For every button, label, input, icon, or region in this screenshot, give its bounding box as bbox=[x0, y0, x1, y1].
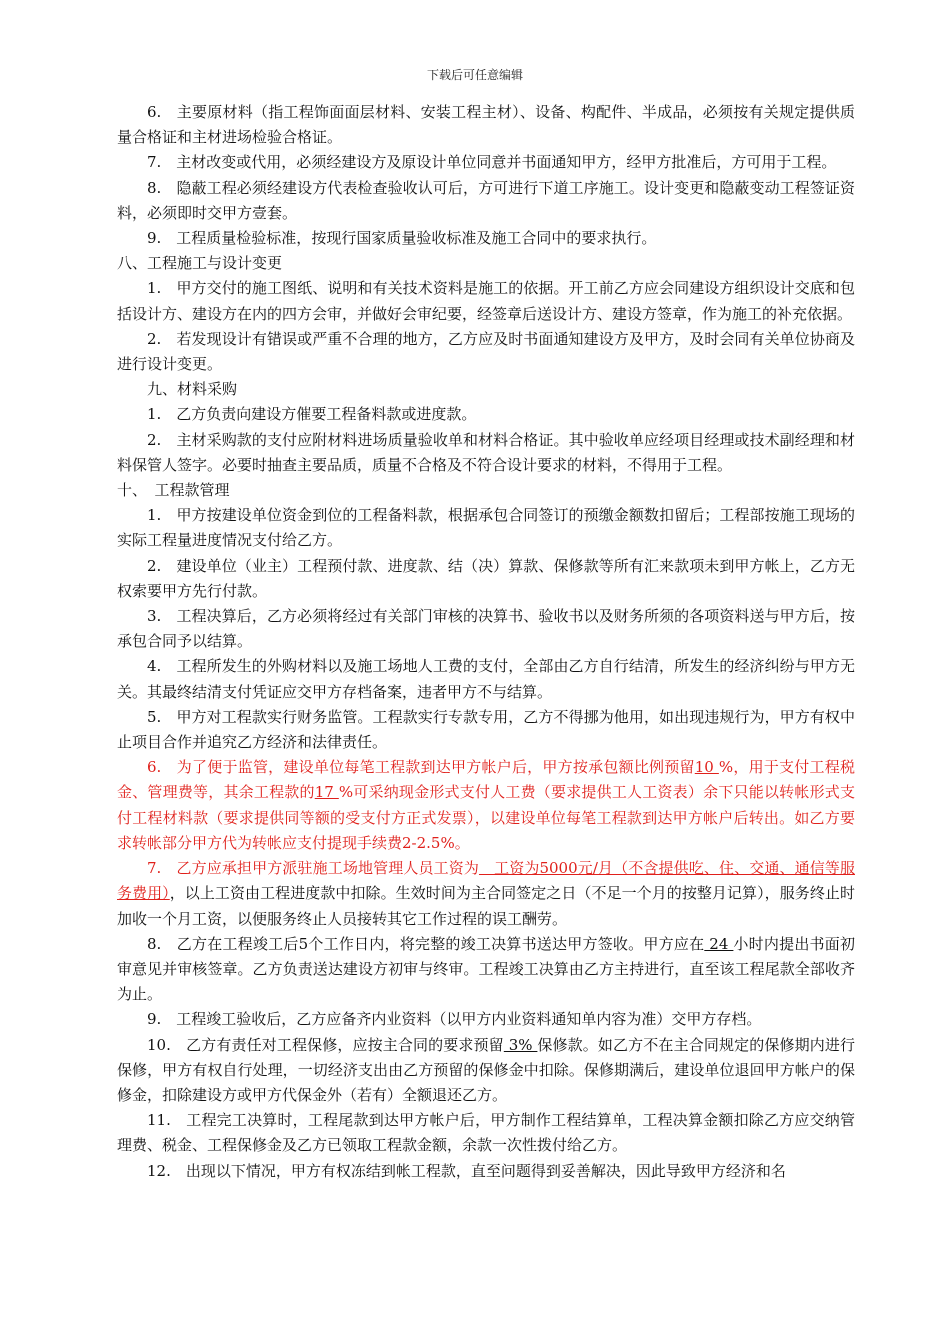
clause-10-6-part-b: %，用于支付工程税金、管理费等，其余工程款的 bbox=[117, 758, 855, 802]
clause-10-7 bbox=[117, 856, 855, 932]
reserve-percent-value: 10 bbox=[694, 758, 719, 777]
clause-10-4: 4. 工程所发生的外购材料以及施工场地人工费的支付，全部由乙方自行结清，所发生的经济纠纷与甲方无关。其最终结清支付凭证应交甲方存档备案，违者甲方不与结算。 bbox=[117, 657, 855, 701]
clause-10-10-part-b: 保修款。如乙方不在主合同规定的保修期内进行保修，甲方有权自行处理，一切经济支出由乙方预留的保修金中扣除。保修期满后，建设单位退回甲方帐户的保修金，扣除建设方或甲方代保金外（若有）全额退还乙方。 bbox=[117, 1035, 855, 1104]
warranty-percent-value: 3% bbox=[503, 1035, 538, 1054]
salary-value: 工资为5000元/月（不含提供吃、住、交通、通信等服务费用） bbox=[117, 859, 855, 903]
clause-10-10 bbox=[117, 1033, 855, 1109]
clause-10-8-part-a: 8. 乙方在工程竣工后5个工作日内，将完整的竣工决算书送达甲方签收。甲方应在 bbox=[147, 934, 705, 953]
cash-percent-value: 17 bbox=[314, 783, 339, 802]
clause-10-8 bbox=[117, 932, 855, 1008]
clause-7-6: 6. 主要原材料（指工程饰面面层材料、安装工程主材）、设备、构配件、半成品，必须按有关规定提供质量合格证和主材进场检验合格证。 bbox=[117, 103, 855, 147]
clause-10-11: 11. 工程完工决算时，工程尾款到达甲方帐户后，甲方制作工程结算单，工程决算金额扣除乙方应交纳管理费、税金、工程保修金及乙方已领取工程款金额，余款一次性拨付给乙方。 bbox=[117, 1111, 855, 1155]
document-body bbox=[117, 100, 855, 1184]
clause-10-3: 3. 工程决算后，乙方必须将经过有关部门审核的决算书、验收书以及财务所须的各项资料送与甲方后，按承包合同予以结算。 bbox=[117, 607, 855, 651]
clause-9-1: 1. 乙方负责向建设方催要工程备料款或进度款。 bbox=[147, 405, 477, 424]
clause-7-7: 7. 主材改变或代用，必须经建设方及原设计单位同意并书面通知甲方，经甲方批准后，方可用于工程。 bbox=[147, 153, 837, 172]
review-hours-value: 24 bbox=[704, 934, 734, 953]
clause-10-6-part-c: %可采纳现金形式支付人工费（要求提供工人工资表）余下只能以转帐形式支付工程材料款（要求提供同等额的受支付方正式发票），以建设单位每笔工程款到达甲方帐户后转出。如乙方要求转帐部分甲方代为转帐应支付提现手续费2-2.5%。 bbox=[117, 783, 855, 852]
clause-7-8: 8. 隐蔽工程必须经建设方代表检查验收认可后，方可进行下道工序施工。设计变更和隐蔽变动工程签证资料，必须即时交甲方壹套。 bbox=[117, 178, 855, 222]
page-header-note: 下载后可任意编辑 bbox=[426, 68, 523, 82]
clause-10-7-part-a: 7. 乙方应承担甲方派驻施工场地管理人员工资为 bbox=[147, 859, 479, 878]
clause-8-2: 2. 若发现设计有错误或严重不合理的地方，乙方应及时书面通知建设方及甲方，及时会同有关单位协商及进行设计变更。 bbox=[117, 329, 855, 374]
section-heading-8: 八、工程施工与设计变更 bbox=[117, 254, 283, 273]
clause-10-7-part-b: ，以上工资由工程进度款中扣除。生效时间为主合同签定之日（不足一个月的按整月记算），服务终止时加收一个月工资，以便服务终止人员接转其它工作过程的误工酬劳。 bbox=[117, 884, 855, 928]
clause-10-5: 5. 甲方对工程款实行财务监管。工程款实行专款专用，乙方不得挪为他用，如出现违规行为，甲方有权中止项目合作并追究乙方经济和法律责任。 bbox=[117, 707, 855, 752]
clause-10-8-part-b: 小时内提出书面初审意见并审核签章。乙方负责送达建设方初审与终审。工程竣工决算由乙方主持进行，直至该工程尾款全部收齐为止。 bbox=[117, 934, 856, 1004]
clause-10-6-part-a: 6. 为了便于监管，建设单位每笔工程款到达甲方帐户后，甲方按承包额比例预留 bbox=[147, 758, 695, 777]
section-heading-9: 九、材料采购 bbox=[147, 380, 238, 399]
clause-10-1: 1. 甲方按建设单位资金到位的工程备料款，根据承包合同签订的预缴金额数扣留后；工程部按施工现场的实际工程量进度情况支付给乙方。 bbox=[117, 506, 855, 550]
clause-8-1: 1. 甲方交付的施工图纸、说明和有关技术资料是施工的依据。开工前乙方应会同建设方组织设计交底和包括设计方、建设方在内的四方会审，并做好会审纪要，经签章后送设计方、建设方签章，作为施工的补充依据。 bbox=[117, 279, 855, 323]
clause-10-12: 12. 出现以下情况，甲方有权冻结到帐工程款，直至问题得到妥善解决，因此导致甲方经济和名 bbox=[147, 1161, 786, 1180]
clause-10-2: 2. 建设单位（业主）工程预付款、进度款、结（决）算款、保修款等所有汇来款项未到甲方帐上，乙方无权索要甲方先行付款。 bbox=[117, 556, 855, 600]
clause-10-9: 9. 工程竣工验收后，乙方应备齐内业资料（以甲方内业资料通知单内容为准）交甲方存档。 bbox=[147, 1010, 762, 1029]
clause-10-6 bbox=[117, 755, 855, 856]
clause-10-10-part-a: 10. 乙方有责任对工程保修，应按主合同的要求预留 bbox=[147, 1035, 504, 1054]
clause-7-9: 9. 工程质量检验标准，按现行国家质量验收标准及施工合同中的要求执行。 bbox=[147, 229, 657, 248]
section-heading-10: 十、 工程款管理 bbox=[117, 481, 230, 500]
clause-9-2: 2. 主材采购款的支付应附材料进场质量验收单和材料合格证。其中验收单应经项目经理或技术副经理和材料保管人签字。必要时抽查主要品质，质量不合格及不符合设计要求的材料，不得用于工程。 bbox=[117, 430, 855, 474]
